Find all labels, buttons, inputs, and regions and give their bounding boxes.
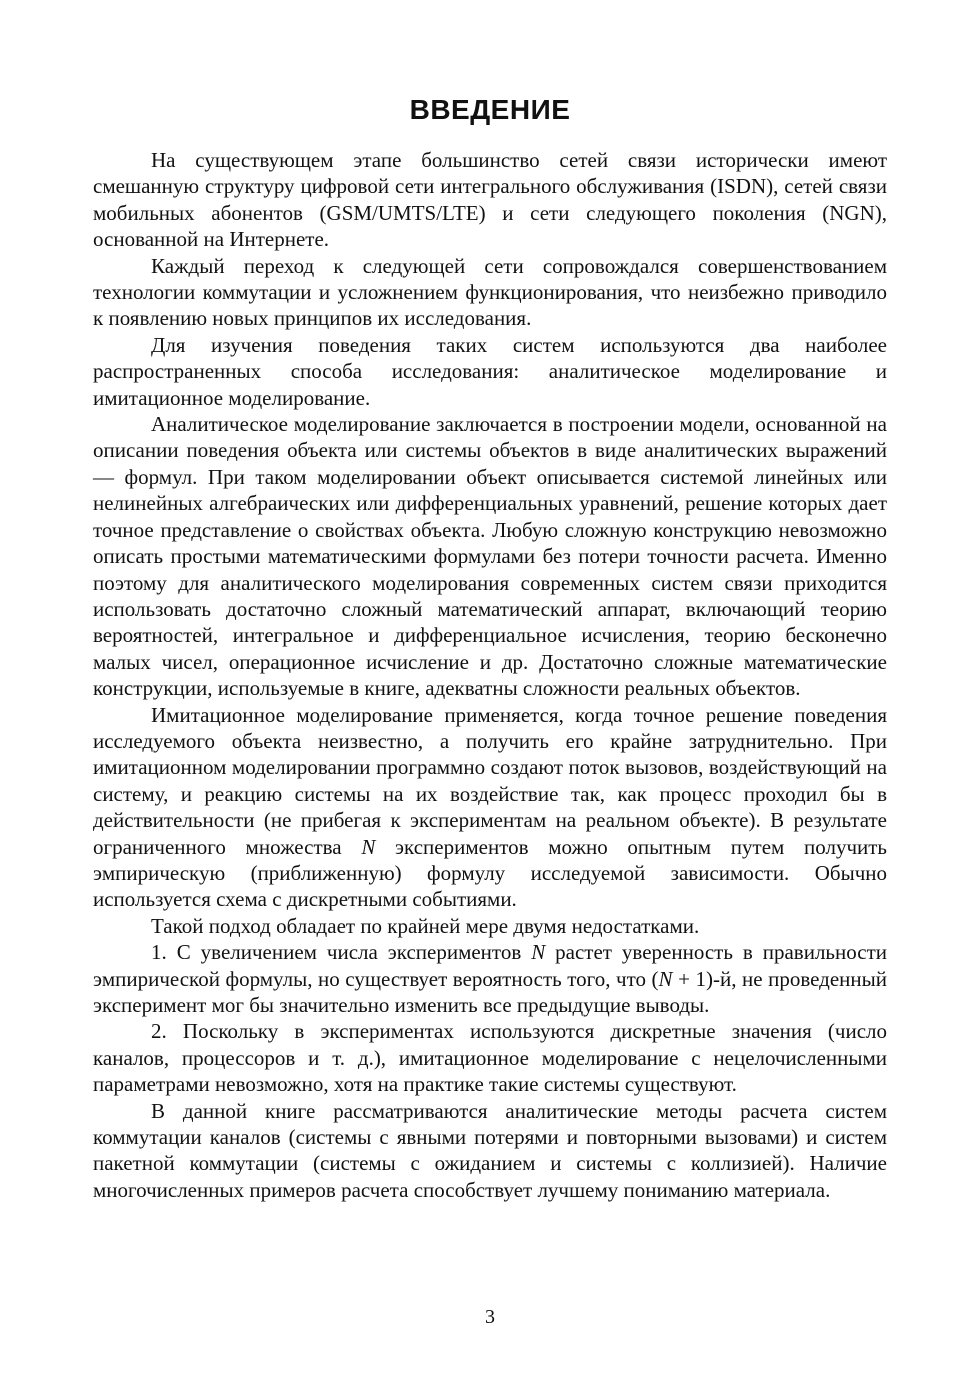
paragraph-9: В данной книге рассматриваются аналитические методы расчета систем коммутации каналов (системы с явными потерями и повторными вызовами) и систем пакетной коммутации (системы с ожиданием и системы с коллизией). Наличие многочисленных примеров расчета способствует лучшему пониманию материала. [93, 1098, 887, 1202]
paragraph-5: Имитационное моделирование применяется, когда точное решение поведения исследуемого объекта неизвестно, а получить его крайне затруднительно. При имитационном моделировании программно создают поток вызовов, воздействующий на систему, и реакцию системы на их воздействие так, как процесс проходил бы в действительности (не прибегая к экспериментам на реальном объекте). В результате ограниченного множества N экспериментов можно опытным путем получить эмпирическую (приближенную) формулу исследуемой зависимости. Обычно используется схема с дискретными событиями. [93, 702, 888, 912]
variable-n: N [531, 940, 546, 965]
variable-n: N [658, 966, 673, 991]
paragraph-4: Аналитическое моделирование заключается в построении модели, основанной на описании поведения объекта или системы объектов в виде аналитических выражений — формул. При таком моделировании объект описывается системой линейных или нелинейных алгебраических или дифференциальных уравнений, решение которых дает точное представление о свойствах объекта. Любую сложную конструкцию невозможно описать простыми математическими формулами без потери точности расчета. Именно поэтому для аналитического моделирования современных систем связи приходится использовать достаточно сложный математический аппарат, включающий теорию вероятностей, интегральное и дифференциальное исчисления, теорию бесконечно малых чисел, операционное исчисление и др. Достаточно сложные математические конструкции, используемые в книге, адекватны сложности реальных объектов. [93, 412, 887, 701]
paragraph-3: Для изучения поведения таких систем используются два наиболее распространенных способа исследования: аналитическое моделирование и имитационное моделирование. [93, 332, 887, 410]
paragraph-8: 2. Поскольку в экспериментах используются дискретные значения (число каналов, процессоров и т. д.), имитационное моделирование с нецелочисленными параметрами невозможно, хотя на практике такие системы существуют. [93, 1019, 887, 1097]
paragraph-7: 1. С увеличением числа экспериментов N растет уверенность в правильности эмпирической формулы, но существует вероятность того, что (N + 1)-й, не проведенный эксперимент мог бы значительно изменить все предыдущие выводы. [93, 940, 887, 1017]
body-text [93, 147, 887, 1203]
page-title: ВВЕДЕНИЕ [409, 94, 571, 125]
paragraph-6: Такой подход обладает по крайней мере двумя недостатками. [151, 913, 700, 938]
page-number: 3 [485, 1306, 495, 1328]
paragraph-1: На существующем этапе большинство сетей связи исторически имеют смешанную структуру цифровой сети интегрального обслуживания (ISDN), сетей связи мобильных абонентов (GSM/UMTS/LTE) и сети следующего поколения (NGN), основанной на Интернете. [93, 148, 887, 252]
paragraph-2: Каждый переход к следующей сети сопровождался совершенствованием технологии коммутации и усложнением функционирования, что неизбежно приводило к появлению новых принципов их исследования. [93, 253, 887, 331]
variable-n: N [361, 834, 376, 859]
